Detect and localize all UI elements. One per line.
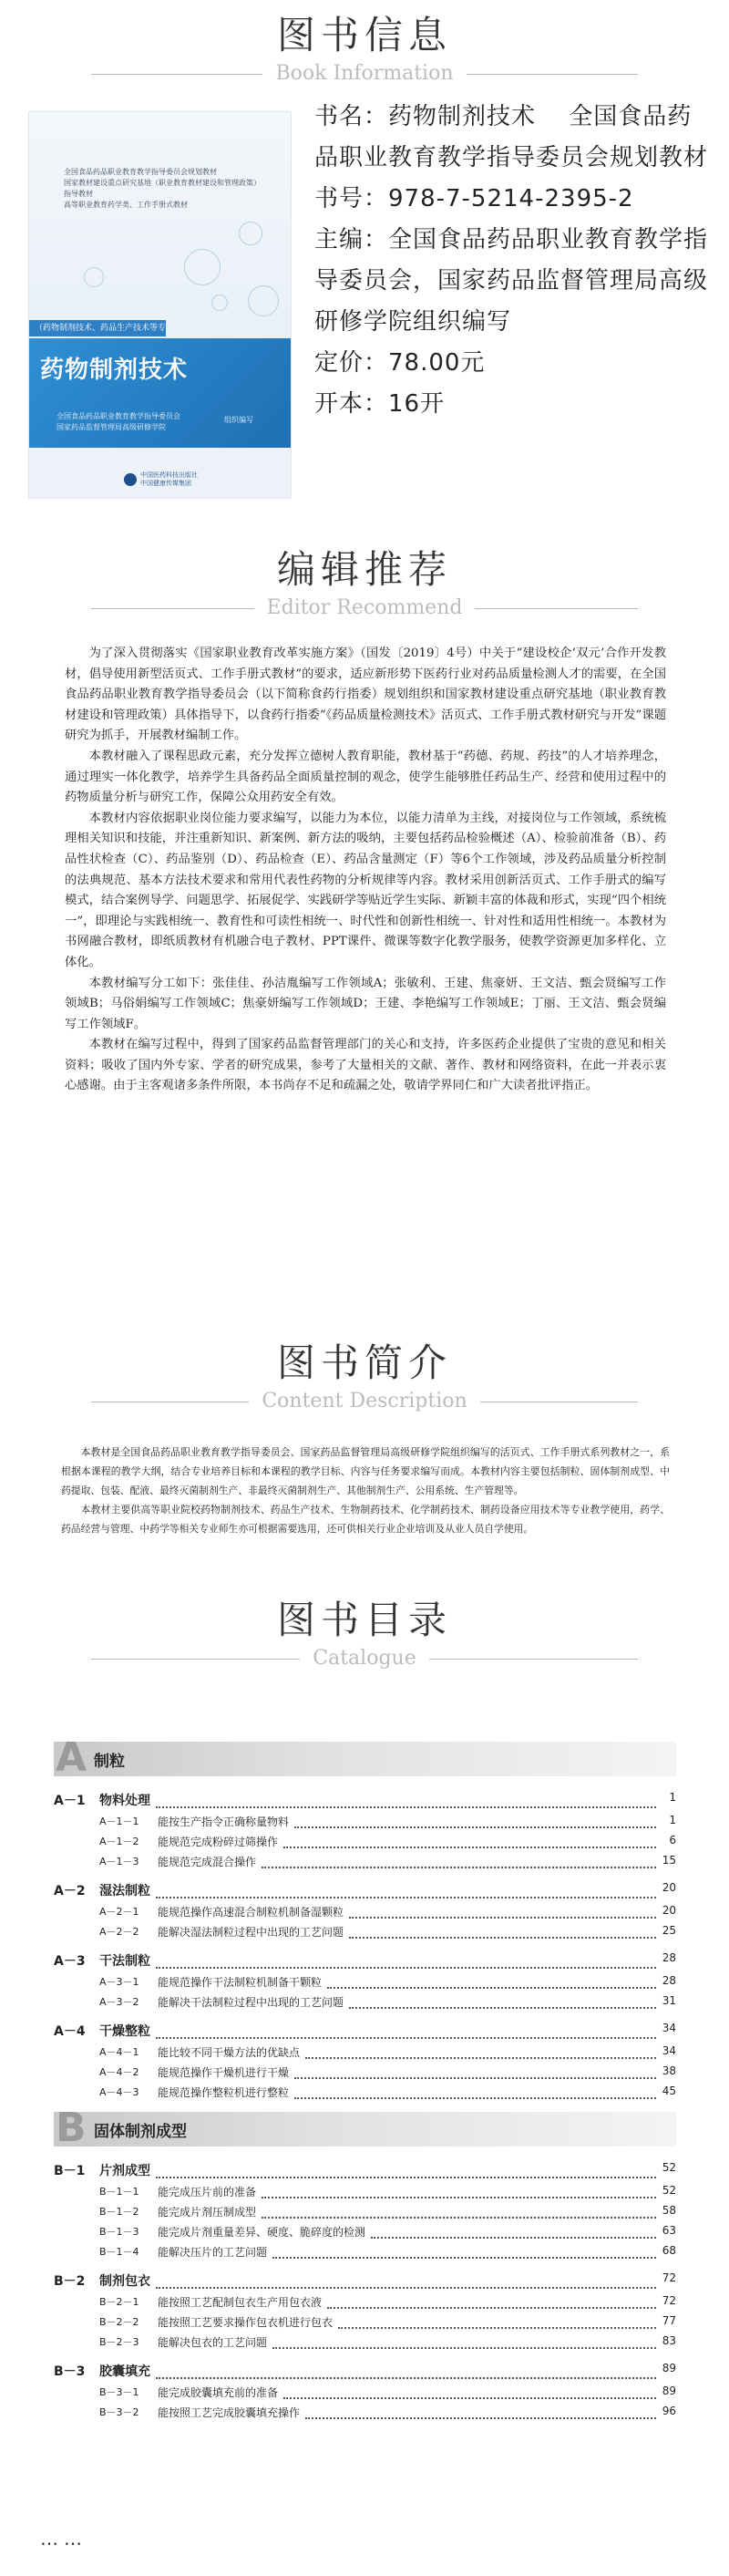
leader-dots xyxy=(156,2177,656,2178)
item-code: A－1－2 xyxy=(99,1836,139,1847)
catalogue-title: 图书目录 xyxy=(276,1598,452,1642)
catalogue-part-header xyxy=(54,1734,676,1781)
book-cover xyxy=(28,111,292,499)
item-title: 能解决湿法制粒过程中出现的工艺问题 xyxy=(158,1926,344,1939)
item-title: 能解决包衣的工艺问题 xyxy=(158,2336,268,2349)
chapter-page: 52 xyxy=(659,2161,676,2174)
item-title: 能规范操作高速混合制粒机制备湿颗粒 xyxy=(158,1906,344,1919)
item-page: 63 xyxy=(659,2224,676,2237)
editor-subtitle: Editor Recommend xyxy=(254,595,476,622)
leader-dots xyxy=(262,2217,656,2219)
toc-chapter-row[interactable] xyxy=(54,1948,676,1974)
item-page: 1 xyxy=(665,1814,676,1826)
chapter-code: A－2 xyxy=(54,1884,86,1898)
leader-dots xyxy=(283,1847,656,1848)
part-letter: B xyxy=(56,2105,87,2151)
item-code: B－1－3 xyxy=(99,2226,139,2238)
catalogue-subtitle: Catalogue xyxy=(300,1645,428,1672)
item-title: 能完成片剂压制成型 xyxy=(158,2206,257,2219)
item-code: B－2－2 xyxy=(99,2316,139,2328)
chapter-code: B－2 xyxy=(54,2274,86,2289)
item-page: 52 xyxy=(659,2184,676,2197)
item-title: 能解决压片的工艺问题 xyxy=(158,2246,268,2259)
part-title: 制粒 xyxy=(94,1753,125,1771)
chapter-title: 片剂成型 xyxy=(99,2164,150,2178)
description-text xyxy=(61,1443,670,1538)
catalogue-ellipsis: …… xyxy=(40,2528,87,2550)
item-page: 72 xyxy=(659,2294,676,2307)
toc-item-row[interactable] xyxy=(54,1974,676,1994)
chapter-title: 胶囊填充 xyxy=(99,2364,150,2379)
item-page: 25 xyxy=(659,1924,676,1937)
toc-item-row[interactable] xyxy=(54,2294,676,2314)
item-page: 68 xyxy=(659,2244,676,2257)
item-code: B－2－3 xyxy=(99,2336,139,2348)
info-format: 开本：16开 xyxy=(314,390,446,418)
publisher-logo-icon xyxy=(124,473,137,486)
item-code: A－4－1 xyxy=(99,2046,139,2058)
cover-publisher: 中国医药科技出版社 中国健康传媒集团 xyxy=(140,471,198,487)
info-price: 定价：78.00元 xyxy=(314,349,486,377)
item-title: 能规范完成粉碎过筛操作 xyxy=(158,1836,279,1848)
leader-dots xyxy=(294,1826,656,1828)
chapter-page: 28 xyxy=(659,1951,676,1964)
editor-paragraph: 本教材内容依据职业岗位能力要求编写，以能力为本位，以能力清单为主线，对接岗位与工作领域，系统梳理相关知识和技能，并注重新知识、新案例、新方法的吸纳，主要包括药品检验概述（A）、检验前准备（B）、药品性状检查（C）、药品鉴别（D）、药品检查（E）、药品含量测定（F）等6个工作领域，涉及药品质量分析控制的法典规范、基本方法技术要求和常用代表性药物的分析规律等内容。教材采用创新活页式、工作手册式的编写模式，结合案例导学、问题思学、拓展促学、实践研学等贴近学生实际、新颖丰富的体裁和形式，实现“四个相统一”，即理论与实践相统一、教育性和可读性相统一、时代性和创新性相统一、针对性和适用性相统一。本教材为书网融合教材，即纸质教材有机融合电子教材、PPT课件、微课等数字化教学服务，使教学资源更加多样化、立体化。 xyxy=(65,811,666,969)
leader-dots xyxy=(349,2007,656,2009)
toc-item-row[interactable] xyxy=(54,2405,676,2425)
toc-item-row[interactable] xyxy=(54,2044,676,2064)
chapter-page: 72 xyxy=(659,2271,676,2284)
item-title: 能完成片剂重量差异、硬度、脆碎度的检测 xyxy=(158,2226,366,2239)
editor-paragraph: 为了深入贯彻落实《国家职业教育改革实施方案》（国发〔2019〕4号）中关于“建设校企‘双元’合作开发教材，倡导使用新型活页式、工作手册式教材”的要求，适应新形势下医药行业对药品质量检测人才的需要，在全国食品药品职业教育教学指导委员会（以下简称食药行指委）规划组织和国家教材建设重点研究基地（职业教育教材建设和管理政策）具体指导下，以食药行指委“《药品质量检测技术》活页式、工作手册式教材研究与开发”课题研究为抓手，开展教材编制工作。 xyxy=(65,647,666,743)
toc-item-row[interactable] xyxy=(54,1994,676,2014)
item-title: 能完成压片前的准备 xyxy=(158,2186,257,2198)
toc-chapter-row[interactable] xyxy=(54,2157,676,2184)
chapter-title: 物料处理 xyxy=(99,1794,150,1808)
leader-dots xyxy=(283,2397,656,2399)
editor-paragraph: 本教材在编写过程中，得到了国家药品监督管理部门的关心和支持，许多医药企业提供了宝贵的意见和相关资料；吸收了国内外专家、学者的研究成果，参考了大量相关的文献、著作、教材和网络资料，在此一并表示衷心感谢。由于主客观诸多条件所限，本书尚存不足和疏漏之处，敬请学界同仁和广大读者批评指正。 xyxy=(65,1038,666,1093)
chapter-page: 20 xyxy=(659,1881,676,1894)
chapter-code: B－1 xyxy=(54,2164,86,2178)
toc-item-row[interactable] xyxy=(54,2334,676,2354)
toc-chapter-row[interactable] xyxy=(54,2268,676,2294)
item-code: A－1－1 xyxy=(99,1816,139,1827)
book-info-details xyxy=(314,97,715,425)
leader-dots xyxy=(371,2237,656,2239)
chapter-code: A－3 xyxy=(54,1954,86,1969)
item-page: 96 xyxy=(659,2405,676,2417)
cover-tag: （药物制剂技术、药品生产技术等专 xyxy=(29,320,166,336)
item-page: 6 xyxy=(665,1834,676,1847)
catalogue-part-header xyxy=(54,2105,676,2151)
leader-dots xyxy=(262,2197,656,2198)
item-title: 能按照工艺完成胶囊填充操作 xyxy=(158,2406,301,2419)
toc-chapter-row[interactable] xyxy=(54,2358,676,2385)
leader-dots xyxy=(262,1867,656,1868)
toc-item-row[interactable] xyxy=(54,1814,676,1834)
item-title: 能规范操作整粒机进行整粒 xyxy=(158,2086,290,2099)
cover-series-text: 全国食品药品职业教育教学指导委员会规划教材 国家教材建设重点研究基地（职业教育教材建设和管理政策）指导教材 高等职业教育药学类、工作手册式教材 xyxy=(64,168,261,209)
item-page: 45 xyxy=(659,2085,676,2097)
toc-item-row[interactable] xyxy=(54,2244,676,2264)
editor-heading xyxy=(0,547,729,622)
item-code: B－3－1 xyxy=(99,2386,139,2398)
description-heading xyxy=(0,1340,729,1415)
item-page: 89 xyxy=(659,2385,676,2397)
toc-item-row[interactable] xyxy=(54,1854,676,1874)
leader-dots xyxy=(156,1967,656,1969)
description-paragraph: 本教材是全国食品药品职业教育教学指导委员会、国家药品监督管理局高级研修学院组织编写的活页式、工作手册式系列教材之一，系根据本课程的教学大纲，结合专业培养目标和本课程的教学目标、内容与任务要求编写而成。本教材内容主要包括制粒、固体制剂成型、中药提取、包装、配液、最终灭菌制剂生产、非最终灭菌制剂生产、其他制剂生产、公用系统、生产管理等。 xyxy=(61,1446,670,1496)
cover-edit-label: 组织编写 xyxy=(224,416,253,424)
item-code: B－3－2 xyxy=(99,2406,139,2418)
item-page: 34 xyxy=(659,2044,676,2057)
toc-item-row[interactable] xyxy=(54,2064,676,2085)
leader-dots xyxy=(294,2077,656,2079)
chapter-code: A－1 xyxy=(54,1794,86,1808)
item-code: A－3－1 xyxy=(99,1976,139,1988)
leader-dots xyxy=(272,2347,656,2349)
chapter-title: 干法制粒 xyxy=(99,1954,150,1969)
leader-dots xyxy=(327,2307,656,2309)
toc-item-row[interactable] xyxy=(54,2204,676,2224)
cover-organizers: 全国食品药品职业教育教学指导委员会 国家药品监督管理局高级研修学院 xyxy=(56,412,180,431)
chapter-title: 干燥整粒 xyxy=(99,2024,150,2039)
item-page: 38 xyxy=(659,2064,676,2077)
item-code: B－2－1 xyxy=(99,2296,139,2308)
description-title: 图书简介 xyxy=(276,1340,452,1385)
book-info-title: 图书信息 xyxy=(276,13,452,57)
info-title: 书名：药物制剂技术 全国食品药品职业教育教学指导委员会规划教材 xyxy=(314,103,709,171)
leader-dots xyxy=(156,1897,656,1898)
toc-item-row[interactable] xyxy=(54,2314,676,2334)
item-title: 能按照工艺要求操作包衣机进行包衣 xyxy=(158,2316,334,2329)
item-title: 能规范操作干燥机进行干燥 xyxy=(158,2066,290,2079)
item-page: 31 xyxy=(659,1994,676,2007)
toc-chapter-row[interactable] xyxy=(54,1787,676,1814)
description-paragraph: 本教材主要供高等职业院校药物制剂技术、药品生产技术、生物制药技术、化学制药技术、制药设备应用技术等专业教学使用，药学、药品经营与管理、中药学等相关专业师生亦可根据需要选用，还可供相关行业企业培训及从业人员自学使用。 xyxy=(61,1504,670,1535)
info-isbn: 书号：978-7-5214-2395-2 xyxy=(314,185,634,212)
leader-dots xyxy=(349,1937,656,1939)
chapter-page: 34 xyxy=(659,2022,676,2034)
chapter-page: 1 xyxy=(665,1791,676,1804)
toc-chapter-row[interactable] xyxy=(54,2018,676,2044)
item-title: 能按照工艺配制包衣生产用包衣液 xyxy=(158,2296,323,2309)
item-title: 能规范操作干法制粒机制备干颗粒 xyxy=(158,1976,323,1989)
leader-dots xyxy=(327,1987,656,1989)
item-page: 77 xyxy=(659,2314,676,2327)
leader-dots xyxy=(156,2287,656,2289)
info-editor: 主编：全国食品药品职业教育教学指导委员会，国家药品监督管理局高级研修学院组织编写 xyxy=(314,226,709,336)
item-title: 能完成胶囊填充前的准备 xyxy=(158,2386,279,2399)
item-title: 能解决干法制粒过程中出现的工艺问题 xyxy=(158,1996,344,2009)
item-title: 能按生产指令正确称量物料 xyxy=(158,1816,290,1828)
editor-paragraph: 本教材编写分工如下：张佳佳、孙洁胤编写工作领域A；张敏利、王建、焦豪妍、王文洁、甄会贤编写工作领域B；马俗娟编写工作领域C；焦豪妍编写工作领域D；王建、李艳编写工作领域E；丁丽、王文洁、甄会贤编写工作领域F。 xyxy=(65,976,666,1031)
editor-text xyxy=(65,644,666,1097)
item-code: B－1－4 xyxy=(99,2246,139,2258)
toc-item-row[interactable] xyxy=(54,2085,676,2105)
item-code: A－1－3 xyxy=(99,1856,139,1867)
part-title: 固体制剂成型 xyxy=(94,2123,187,2141)
description-subtitle: Content Description xyxy=(249,1388,479,1415)
leader-dots xyxy=(305,2417,656,2419)
item-code: A－4－3 xyxy=(99,2086,139,2098)
toc-chapter-row[interactable] xyxy=(54,1878,676,1904)
item-code: B－1－1 xyxy=(99,2186,139,2198)
leader-dots xyxy=(156,2377,656,2379)
chapter-code: A－4 xyxy=(54,2024,86,2039)
cover-title: 药物制剂技术 xyxy=(40,357,189,384)
leader-dots xyxy=(305,2057,656,2059)
item-code: B－1－2 xyxy=(99,2206,139,2218)
item-page: 15 xyxy=(659,1854,676,1867)
leader-dots xyxy=(156,1806,656,1808)
toc-item-row[interactable] xyxy=(54,2385,676,2405)
item-page: 20 xyxy=(659,1904,676,1917)
item-code: A－2－1 xyxy=(99,1906,139,1918)
toc-item-row[interactable] xyxy=(54,1904,676,1924)
leader-dots xyxy=(272,2257,656,2259)
editor-paragraph: 本教材融入了课程思政元素，充分发挥立德树人教育职能，教材基于“药德、药规、药技”的人才培养理念，通过理实一体化教学，培养学生具备药品全面质量控制的观念，使学生能够胜任药品生产、经营和使用过程中的药物质量分析与研究工作，保障公众用药安全有效。 xyxy=(65,749,666,805)
toc-item-row[interactable] xyxy=(54,2184,676,2204)
toc-item-row[interactable] xyxy=(54,1834,676,1854)
book-info-subtitle: Book Information xyxy=(262,60,466,88)
leader-dots xyxy=(338,2327,656,2329)
table-of-contents xyxy=(54,1734,676,2425)
toc-item-row[interactable] xyxy=(54,2224,676,2244)
item-title: 能规范完成混合操作 xyxy=(158,1856,257,1868)
item-page: 83 xyxy=(659,2334,676,2347)
item-page: 58 xyxy=(659,2204,676,2217)
item-code: A－2－2 xyxy=(99,1926,139,1938)
editor-title: 编辑推荐 xyxy=(276,547,452,592)
item-code: A－3－2 xyxy=(99,1996,139,2008)
chapter-title: 制剂包衣 xyxy=(99,2274,150,2289)
chapter-page: 89 xyxy=(659,2362,676,2374)
chapter-code: B－3 xyxy=(54,2364,86,2379)
toc-item-row[interactable] xyxy=(54,1924,676,1944)
item-title: 能比较不同干燥方法的优缺点 xyxy=(158,2046,301,2059)
book-info-heading xyxy=(0,13,729,88)
chapter-title: 湿法制粒 xyxy=(99,1884,150,1898)
catalogue-heading xyxy=(0,1598,729,1672)
part-letter: A xyxy=(56,1734,87,1781)
item-code: A－4－2 xyxy=(99,2066,139,2078)
leader-dots xyxy=(349,1917,656,1919)
leader-dots xyxy=(294,2097,656,2099)
item-page: 28 xyxy=(659,1974,676,1987)
leader-dots xyxy=(156,2037,656,2039)
